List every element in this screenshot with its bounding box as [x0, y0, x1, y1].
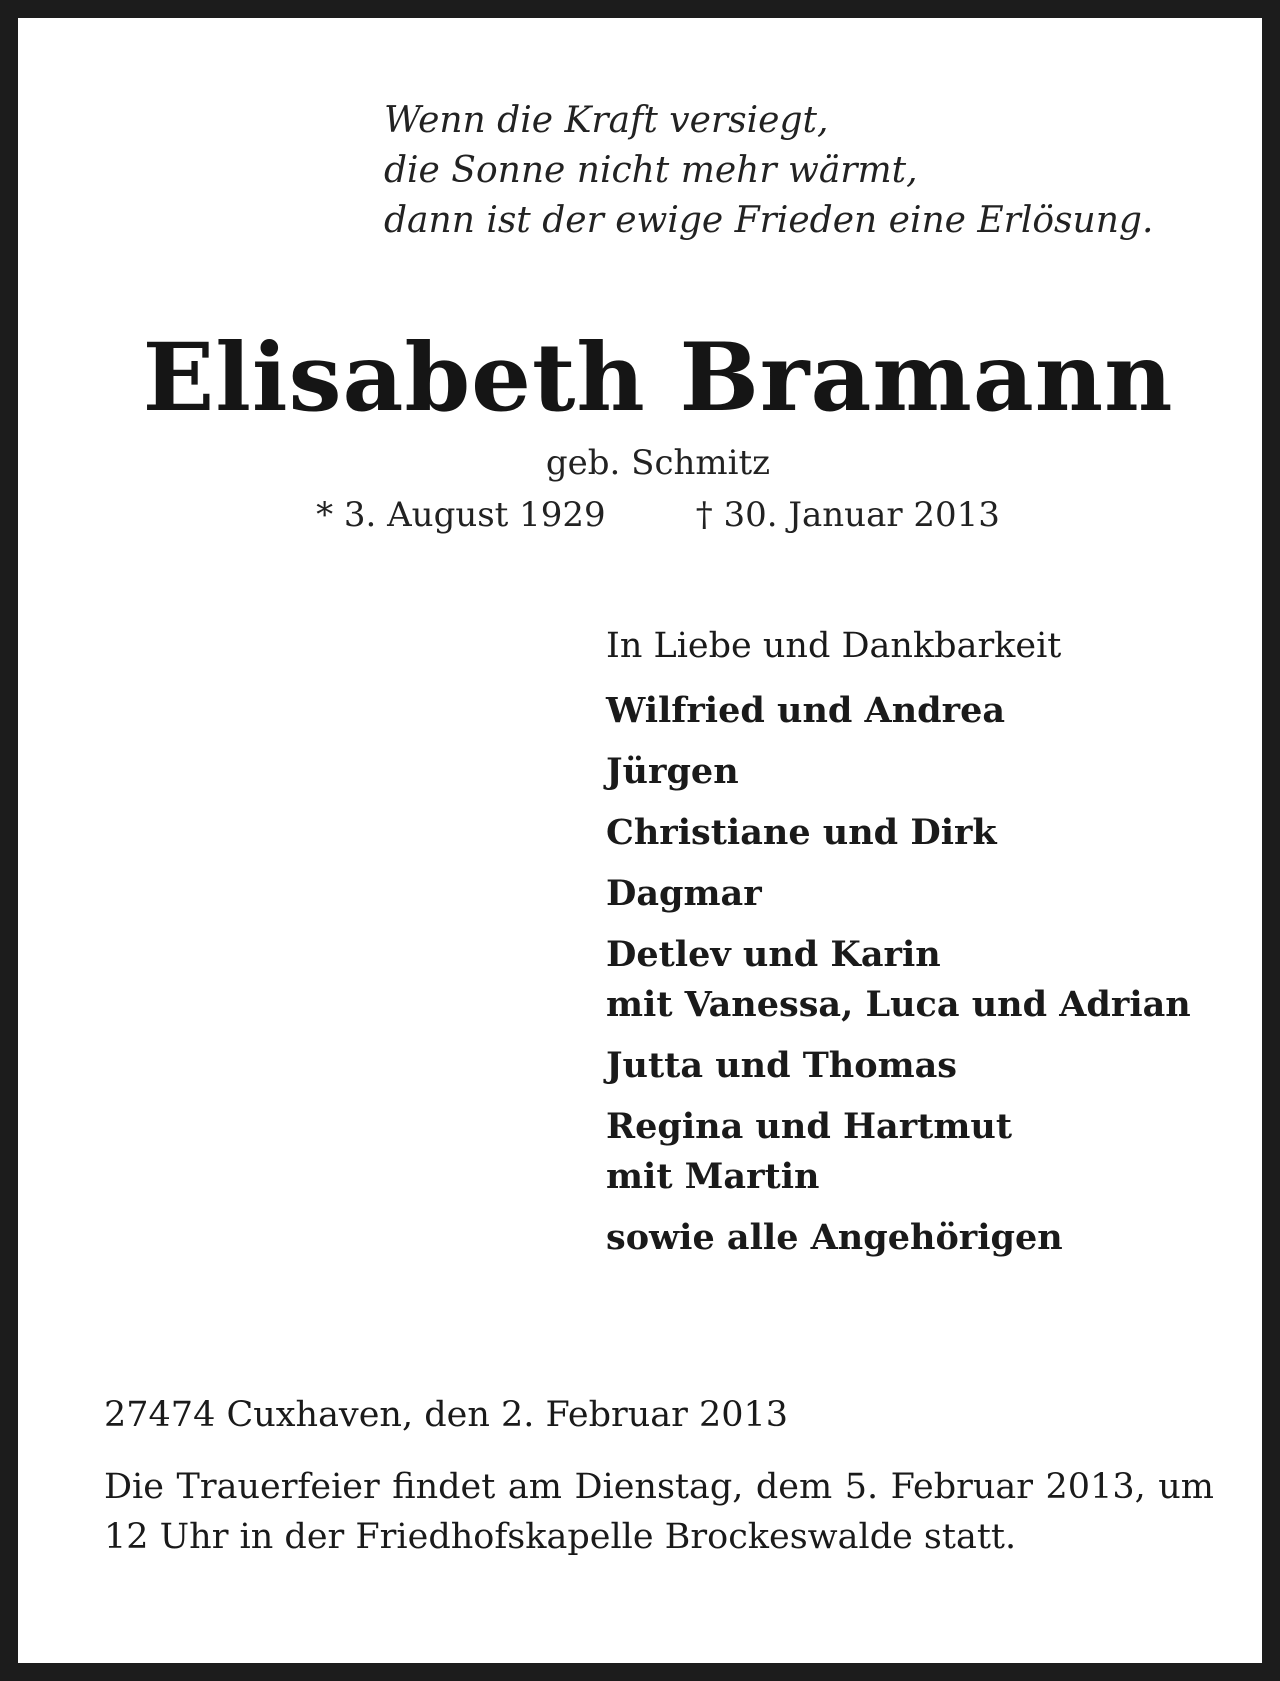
mourner-line: Christiane und Dirk — [606, 812, 997, 853]
maiden-name: geb. Schmitz — [545, 443, 771, 483]
mourner-entry — [606, 747, 1256, 797]
funeral-service-notice: Die Trauerfeier findet am Dienstag, dem 5. Februar 2013, um 12 Uhr in der Friedhofskapelle Brockeswalde statt. — [104, 1467, 1214, 1557]
mourner-line: Regina und Hartmut — [606, 1106, 1012, 1147]
mourner-entry — [606, 1102, 1256, 1202]
life-dates — [18, 490, 1280, 540]
mourner-entry — [606, 808, 1256, 858]
mourner-entry — [606, 1041, 1256, 1091]
death-date: † 30. Januar 2013 — [695, 495, 1000, 535]
birth-date: * 3. August 1929 — [316, 495, 606, 535]
mourner-entry — [606, 1213, 1256, 1263]
mourner-line: Dagmar — [606, 873, 762, 914]
mourners-list — [606, 618, 1256, 1274]
mourner-line: sowie alle Angehörigen — [606, 1217, 1063, 1258]
mourner-line: mit Vanessa, Luca und Adrian — [606, 984, 1191, 1025]
mourner-line: Jutta und Thomas — [606, 1045, 958, 1086]
deceased-name: Elisabeth Bramann — [142, 323, 1174, 433]
mourners-intro: In Liebe und Dankbarkeit — [606, 626, 1062, 666]
mourner-line: Jürgen — [606, 751, 739, 792]
memorial-quote — [384, 96, 1264, 246]
mourner-entry — [606, 930, 1256, 1030]
mourner-line: Wilfried und Andrea — [606, 690, 1006, 731]
mourner-line: Detlev und Karin — [606, 934, 941, 975]
quote-line: Wenn die Kraft versiegt, — [384, 100, 829, 141]
quote-line: die Sonne nicht mehr wärmt, — [384, 150, 918, 191]
mourner-entry — [606, 686, 1256, 736]
quote-line: dann ist der ewige Frieden eine Erlösung. — [384, 200, 1154, 241]
mourner-line: mit Martin — [606, 1156, 820, 1197]
place-and-date: 27474 Cuxhaven, den 2. Februar 2013 — [104, 1395, 789, 1435]
mourner-entry — [606, 869, 1256, 919]
